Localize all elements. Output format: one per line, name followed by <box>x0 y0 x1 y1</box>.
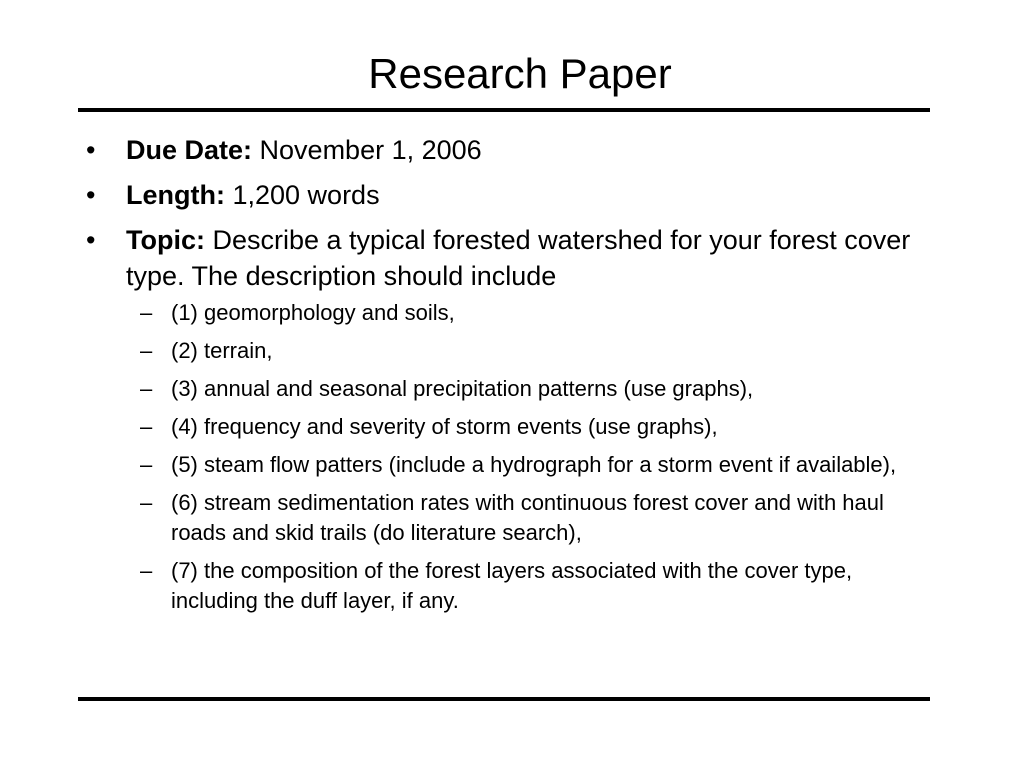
bullet-due-date <box>86 132 932 168</box>
dash-marker: – <box>140 376 153 401</box>
bullet-marker: • <box>86 225 96 255</box>
bullet-label: Topic: <box>126 225 205 255</box>
dash-marker: – <box>140 490 153 515</box>
sub-item <box>126 298 932 328</box>
dash-marker: – <box>140 452 153 477</box>
sub-item-text: (4) frequency and severity of storm events (use graphs), <box>171 414 718 439</box>
bullet-list <box>86 132 932 625</box>
sub-item <box>126 336 932 366</box>
topic-sublist <box>126 298 932 616</box>
bullet-marker: • <box>86 180 96 210</box>
sub-item <box>126 556 932 616</box>
slide-title: Research Paper <box>368 50 672 97</box>
sub-item-text: (7) the composition of the forest layers associated with the cover type, including the duff layer, if any. <box>171 558 853 613</box>
sub-item <box>126 450 932 480</box>
sub-item <box>126 488 932 548</box>
sub-item-text: (6) stream sedimentation rates with continuous forest cover and with haul roads and skid trails (do literature search), <box>171 490 884 545</box>
sub-item <box>126 374 932 404</box>
dash-marker: – <box>140 338 153 363</box>
bullet-topic <box>86 222 932 616</box>
dash-marker: – <box>140 558 153 583</box>
dash-marker: – <box>140 300 153 325</box>
sub-item <box>126 412 932 442</box>
bottom-divider <box>78 697 930 701</box>
top-divider <box>78 108 930 112</box>
sub-item-text: (3) annual and seasonal precipitation patterns (use graphs), <box>171 376 754 401</box>
bullet-text: 1,200 words <box>224 180 380 210</box>
bullet-text: Describe a typical forested watershed for your forest cover type. The description should include <box>126 225 911 291</box>
bullet-label: Length: <box>126 180 225 210</box>
sub-item-text: (5) steam flow patters (include a hydrograph for a storm event if available), <box>171 452 897 477</box>
dash-marker: – <box>140 414 153 439</box>
bullet-text: November 1, 2006 <box>252 135 482 165</box>
sub-item-text: (1) geomorphology and soils, <box>171 300 455 325</box>
sub-item-text: (2) terrain, <box>171 338 273 363</box>
bullet-marker: • <box>86 135 96 165</box>
bullet-label: Due Date: <box>126 135 253 165</box>
bullet-length <box>86 177 932 213</box>
